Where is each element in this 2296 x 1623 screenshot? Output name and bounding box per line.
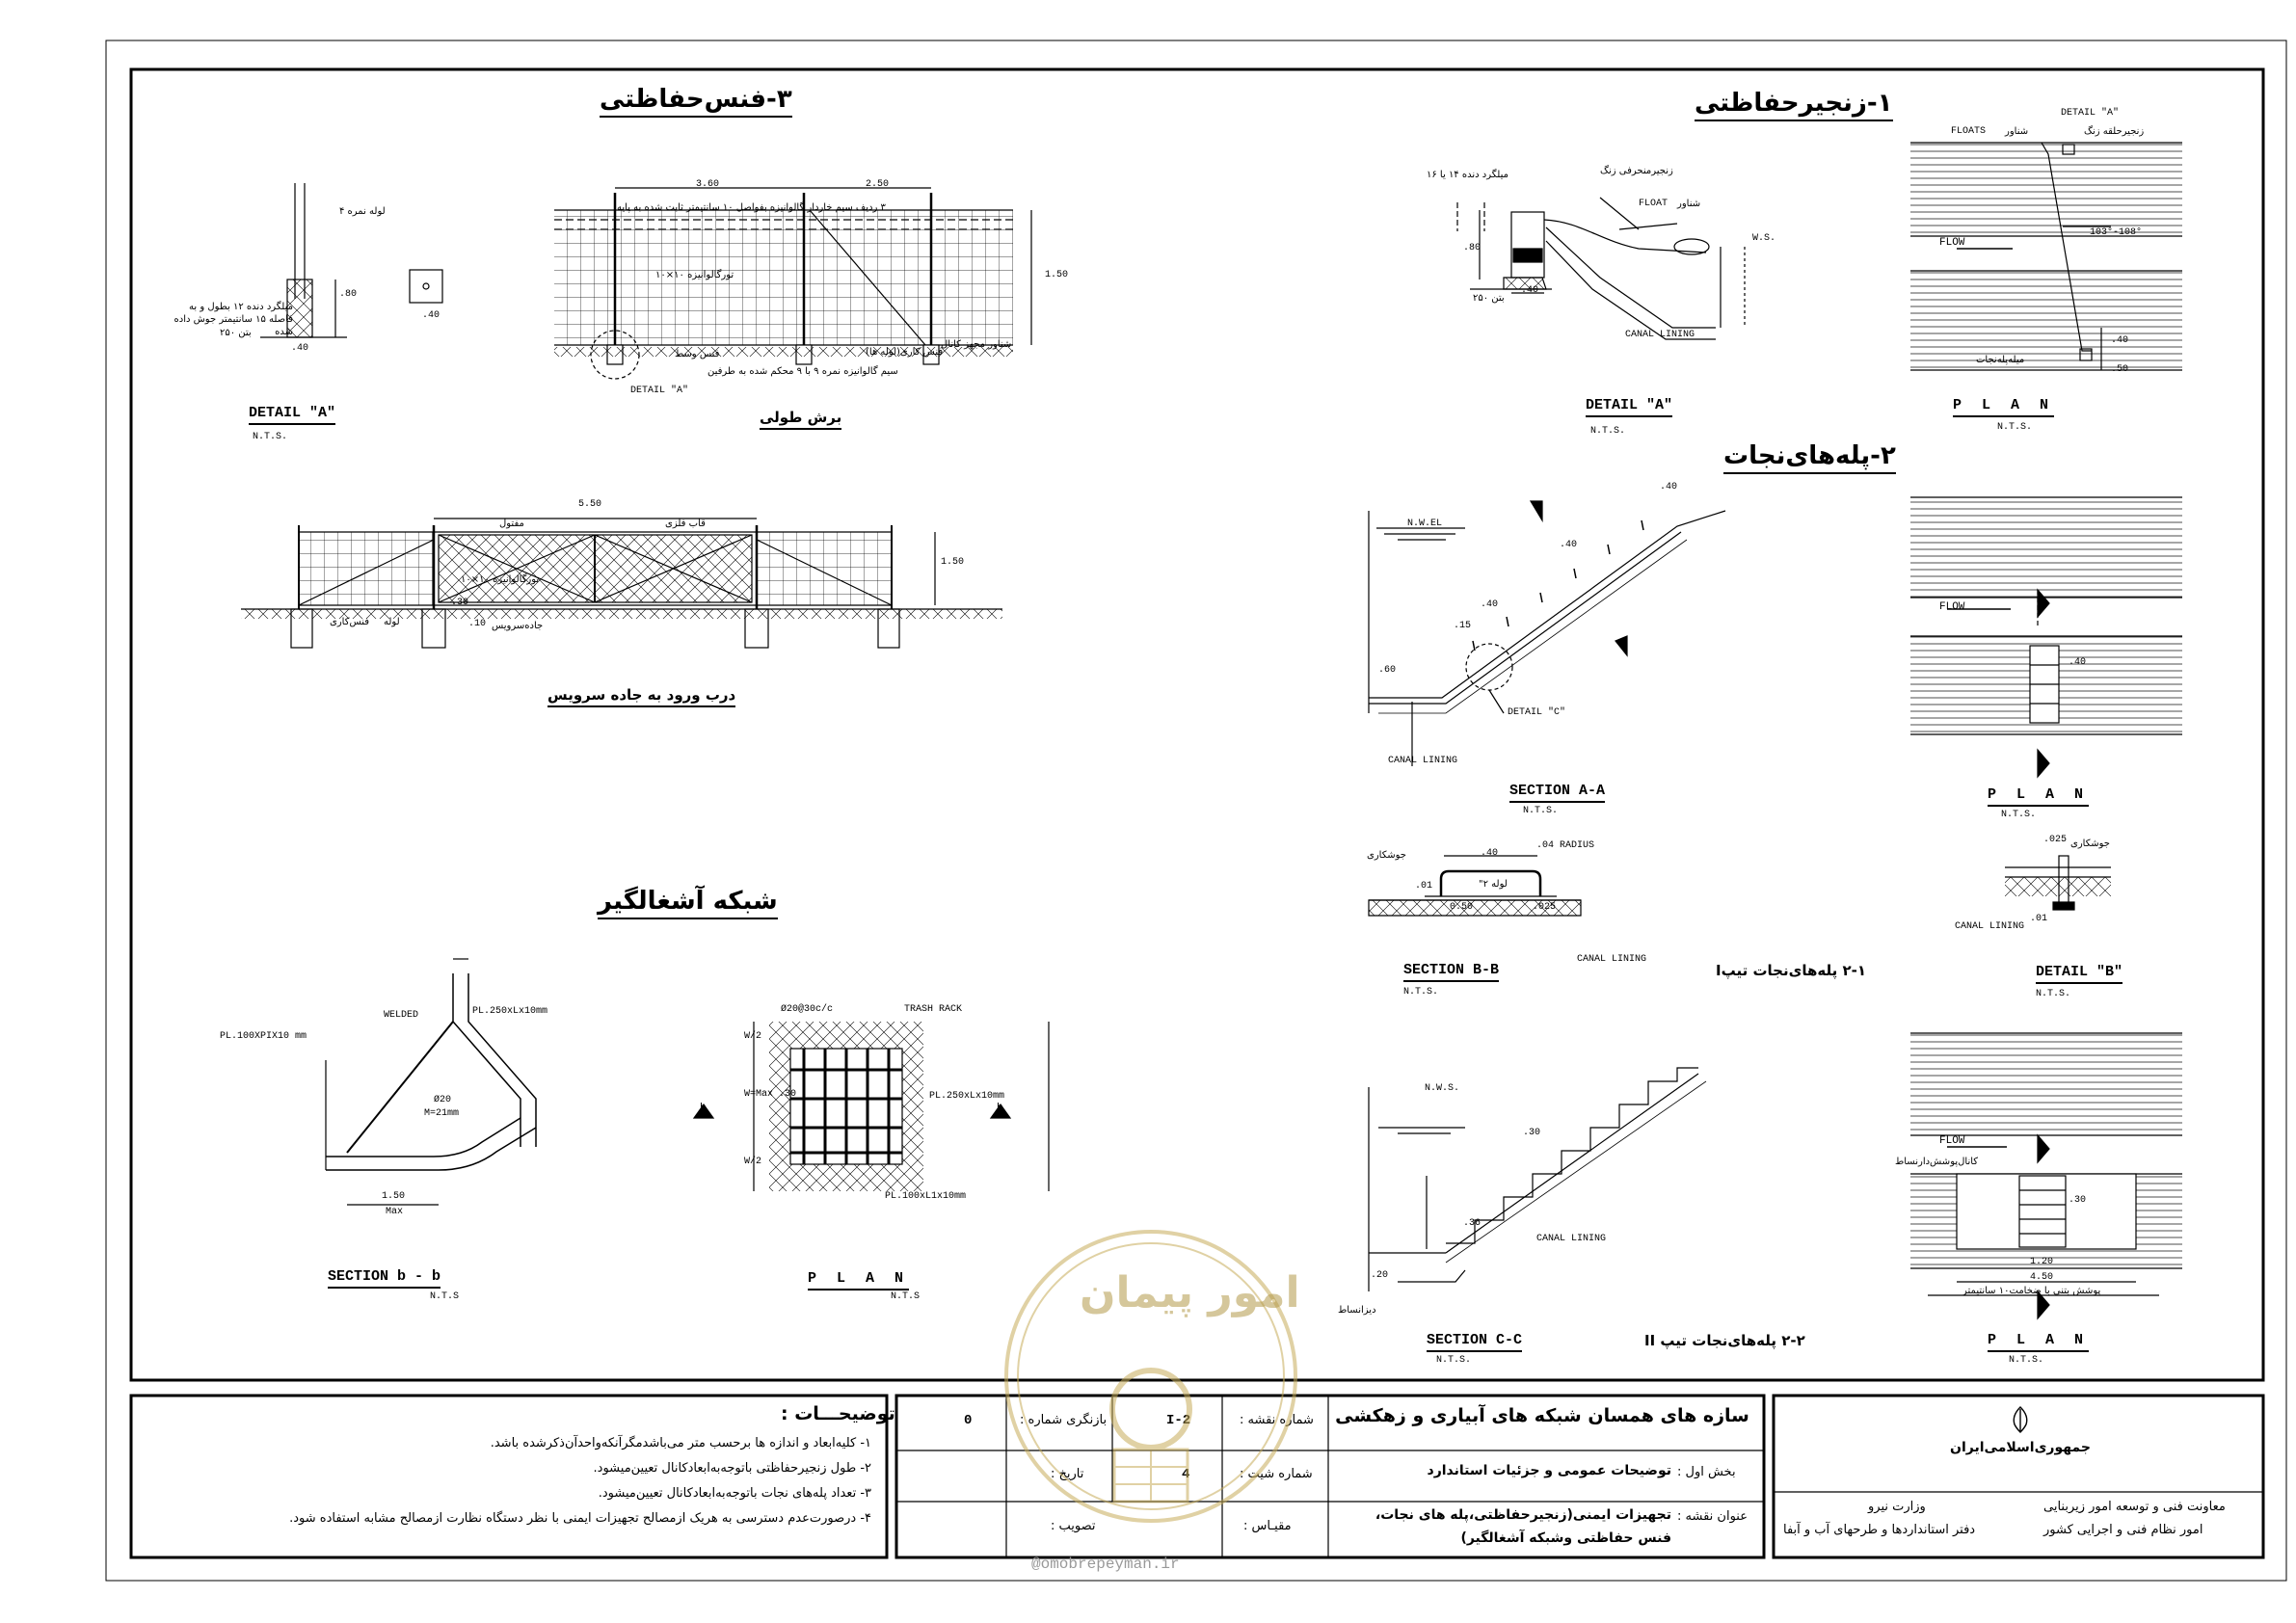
map-number-label: شماره نقشه : bbox=[1240, 1413, 1314, 1427]
scale-label: مقیـاس : bbox=[1243, 1519, 1292, 1533]
sheet-label: شماره شیت : bbox=[1240, 1467, 1313, 1481]
dim-450: 4.50 bbox=[2030, 1272, 2054, 1283]
expansion-joint-label: دیزانساط bbox=[1338, 1305, 1376, 1316]
bar-spacing-label: Ø20@30c/c bbox=[781, 1004, 834, 1015]
office-name: امور نظام فنی و اجرایی کشور bbox=[2043, 1523, 2203, 1537]
dim-040: .40 bbox=[2111, 335, 2129, 346]
dim-015: .15 bbox=[1454, 621, 1472, 631]
subsection-2-2-title: ۲-۲ پله‌های‌نجات تیپ II bbox=[1644, 1332, 1805, 1349]
canal-lining-label: CANAL LINING bbox=[1536, 1234, 1607, 1244]
angle-label: 103°-108° bbox=[2090, 227, 2143, 238]
service-road-label: جاده‌سرویس bbox=[492, 621, 544, 631]
note-item: ۳- تعداد پله‌های نجات باتوجه‌به‌ابعادکانال تعیین‌میشود. bbox=[598, 1486, 871, 1501]
subsection-2-1-title: ۲-۱ پله‌های‌نجات تیپI bbox=[1716, 962, 1866, 979]
trash-plan-label: P L A N bbox=[808, 1270, 909, 1290]
concrete-cover-label: پوشش بتنی با ضخامت۱۰ سانتیمتر bbox=[1962, 1286, 2101, 1296]
chain-detail-a-label: DETAIL "A" bbox=[1586, 397, 1672, 417]
section-cut-b: b bbox=[700, 1103, 707, 1114]
dim-050: 0.50 bbox=[1450, 902, 1474, 913]
canal-lining-label: CANAL LINING bbox=[1955, 921, 2025, 932]
dim-036: .36 bbox=[1463, 1218, 1482, 1229]
sheet-value: 4 bbox=[1182, 1467, 1190, 1482]
drawing-title-line2: فنس حفاظتی وشبکه آشغالگیر) bbox=[1460, 1530, 1671, 1546]
canal-lining-label: CANAL LINING bbox=[1577, 954, 1647, 965]
section-1-title: ۱-زنجیرحفاظتی bbox=[1695, 89, 1893, 121]
middle-fence-label: فنس وسط bbox=[675, 349, 720, 359]
pipe-label: لوله نمره ۴ bbox=[339, 206, 386, 217]
section-cut-b: b bbox=[997, 1103, 1003, 1114]
drawing-title-label: عنوان نقشه : bbox=[1677, 1509, 1748, 1524]
pipe-label: لوله ۲" bbox=[1479, 879, 1508, 890]
welding-label: جوشکاری bbox=[2070, 838, 2110, 849]
welding-label: جوشکاری bbox=[1367, 850, 1406, 861]
emblem-icon bbox=[2007, 1405, 2034, 1434]
concrete-label: بتن ۲۵۰ bbox=[1473, 293, 1505, 304]
width-max-label: W=Max .30 bbox=[744, 1089, 797, 1100]
notes-title: توضیحـــات : bbox=[781, 1403, 895, 1424]
nws-label: N.W.S. bbox=[1425, 1083, 1460, 1094]
dim-01: .01 bbox=[1415, 881, 1433, 891]
water-surface-label: W.S. bbox=[1752, 233, 1776, 244]
section-value: توضیحات عمومی و جزئیات استاندارد bbox=[1427, 1463, 1671, 1478]
dim-050: .50 bbox=[2111, 364, 2129, 375]
dim-030: .30 bbox=[1523, 1128, 1541, 1138]
float-fa-label: شناور bbox=[2005, 126, 2029, 137]
fence-long-section-drawing bbox=[554, 188, 1031, 379]
ladder-bar-label: میله‌پله‌نجات bbox=[1976, 355, 2025, 365]
detail-a-callout: DETAIL "A" bbox=[2061, 108, 2120, 119]
watermark-site: @omobrepeyman.ir bbox=[1031, 1556, 1180, 1573]
wire-rod-label: مفتول bbox=[499, 519, 524, 529]
floats-label: FLOATS bbox=[1951, 126, 1987, 137]
map-number-value: I-2 bbox=[1166, 1413, 1191, 1428]
dim-025: .025 bbox=[2043, 835, 2068, 845]
dim-025: .025 bbox=[1533, 902, 1557, 913]
dim-080: .80 bbox=[339, 289, 358, 300]
gate-label: درب ورود به جاده سرویس bbox=[547, 686, 735, 707]
watermark-brand: امور پیمان bbox=[1080, 1268, 1300, 1317]
bar-label: Ø20 bbox=[434, 1095, 452, 1105]
ladder-plan-2-label: P L A N bbox=[1988, 1332, 2089, 1352]
fence-work-label: فنس کاری(لوله ها) bbox=[866, 347, 944, 358]
ladder-detail-b-drawing bbox=[2005, 856, 2111, 910]
section-label: بخش اول : bbox=[1677, 1465, 1736, 1479]
dim-040: .40 bbox=[1481, 599, 1499, 610]
float-fa-label: شناور bbox=[1677, 199, 1701, 209]
float-canal-label: شناور مجهز کانال bbox=[941, 339, 1012, 350]
trash-rack-label: TRASH RACK bbox=[904, 1004, 963, 1015]
ladder-section-cc-drawing bbox=[1369, 1068, 1706, 1291]
half-width-label: W/2 bbox=[744, 1031, 762, 1042]
flow-label: FLOW bbox=[1939, 1135, 1965, 1147]
canal-cover-label: کانال‌پوشش‌دار‌نساط bbox=[1895, 1157, 1979, 1167]
chain-plan-drawing bbox=[1910, 143, 2182, 370]
dim-550: 5.50 bbox=[578, 499, 602, 510]
nwel-label: N.W.EL bbox=[1407, 519, 1443, 529]
dim-01: .01 bbox=[2030, 914, 2048, 924]
dim-020: .20 bbox=[1371, 1270, 1389, 1281]
approval-label: تصویب : bbox=[1051, 1519, 1096, 1533]
revision-value: 0 bbox=[964, 1413, 973, 1428]
dim-030: .30 bbox=[2069, 1195, 2087, 1206]
section-2-title: ۲-پله‌های‌نجات bbox=[1723, 441, 1896, 474]
chain-plan-label: P L A N bbox=[1953, 397, 2054, 417]
trash-section-bb-label: SECTION b - b bbox=[328, 1268, 441, 1289]
deputy-name: معاونت فنی و توسعه امور زیربنایی bbox=[2043, 1500, 2226, 1514]
nts-label: N.T.S. bbox=[253, 432, 288, 442]
concrete-label: بتن ۲۵۰ bbox=[220, 328, 252, 338]
bar-size-label: M=21mm bbox=[424, 1108, 460, 1119]
nts-label: N.T.S bbox=[891, 1291, 921, 1302]
flow-label: FLOW bbox=[1939, 601, 1965, 613]
pipe-label: لوله bbox=[384, 617, 400, 627]
fence-work-label: فنس‌کاری bbox=[330, 617, 370, 627]
plate-label: PL.100xL1x10mm bbox=[885, 1191, 967, 1202]
nts-label: N.T.S. bbox=[1590, 426, 1626, 437]
nts-label: N.T.S. bbox=[1997, 422, 2033, 433]
nts-label: N.T.S. bbox=[2036, 989, 2071, 999]
dim-120: 1.20 bbox=[2030, 1257, 2054, 1267]
nts-label: N.T.S. bbox=[1523, 806, 1559, 816]
nts-label: N.T.S. bbox=[1436, 1355, 1472, 1366]
section-aa-label: SECTION A-A bbox=[1509, 783, 1605, 803]
date-label: تاریخ : bbox=[1051, 1467, 1084, 1481]
chain-label: زنجیرمنحرفی زنگ bbox=[1600, 166, 1673, 176]
barbed-wire-label: ۳ ردیف سیم خاردار گالوانیزه بفواصل ۱۰ سانتیمتر ثابت شده به پایه bbox=[617, 202, 886, 213]
detail-b-label: DETAIL "B" bbox=[2036, 964, 2122, 984]
dim-040: .40 bbox=[1560, 540, 1578, 550]
welded-label: WELDED bbox=[384, 1010, 419, 1021]
dim-150: 1.50 bbox=[941, 557, 965, 568]
mesh-label: تورگالوانیزه ۱۰×۱۰ bbox=[461, 574, 540, 585]
mesh-label: تورگالوانیزه ۱۰×۱۰ bbox=[655, 270, 734, 280]
trash-rack-title: شبکه آشغالگیر bbox=[598, 887, 778, 919]
long-section-label: برش طولی bbox=[760, 409, 841, 430]
rebar-label: میلگرد دنده ۱۲ بطول و به فاصله ۱۵ سانتیمتر جوش داده شده bbox=[174, 302, 293, 337]
detail-a-callout: DETAIL "A" bbox=[630, 386, 689, 396]
dim-030: .30 bbox=[451, 598, 469, 608]
max-label: Max bbox=[386, 1207, 404, 1217]
notes-frame bbox=[131, 1396, 887, 1557]
canal-lining-label: CANAL LINING bbox=[1625, 330, 1695, 340]
note-item: ۱- کلیه‌ابعاد و اندازه ها برحسب متر می‌باشدمگرآنکه‌واحدآن‌ذکرشده باشد. bbox=[490, 1436, 871, 1450]
ladder-plan-1-drawing bbox=[1910, 497, 2182, 777]
nts-label: N.T.S. bbox=[2009, 1355, 2044, 1366]
float-label: FLOAT bbox=[1639, 199, 1669, 209]
dim-250: 2.50 bbox=[866, 179, 890, 190]
fence-gate-drawing bbox=[241, 519, 1002, 648]
nts-label: N.T.S. bbox=[1403, 987, 1439, 998]
flow-label: FLOW bbox=[1939, 237, 1965, 249]
dim-040: .40 bbox=[291, 343, 309, 354]
canal-lining-label: CANAL LINING bbox=[1388, 756, 1458, 766]
chain-ring-label: زنجیر‌حلقه‌ زنگ bbox=[2084, 126, 2145, 137]
dim-150: 1.50 bbox=[382, 1191, 406, 1202]
dim-150: 1.50 bbox=[1045, 270, 1069, 280]
nts-label: N.T.S bbox=[430, 1291, 460, 1302]
plate-label: PL.250xLx10mm bbox=[929, 1091, 1005, 1102]
section-bb-label: SECTION B-B bbox=[1403, 962, 1499, 982]
dim-040: .40 bbox=[1481, 848, 1499, 859]
detail-c-callout: DETAIL "C" bbox=[1508, 707, 1566, 718]
bureau-name: دفتر استانداردها و طرحهای آب و آبفا bbox=[1783, 1523, 1976, 1537]
dim-040: .40 bbox=[422, 310, 441, 321]
dim-040: .40 bbox=[1521, 285, 1539, 296]
ladder-plan-1-label: P L A N bbox=[1988, 786, 2089, 807]
ladder-section-aa-drawing bbox=[1369, 501, 1725, 766]
dim-040: .40 bbox=[1660, 482, 1678, 492]
plate-label: PL.100XPIX10 mm bbox=[220, 1031, 307, 1042]
radius-label: .04 RADIUS bbox=[1536, 840, 1595, 851]
dim-040: .40 bbox=[2069, 657, 2087, 668]
note-item: ۲- طول زنجیرحفاظتی باتوجه‌به‌ابعادکانال تعیین‌میشود. bbox=[593, 1461, 871, 1476]
project-title: سازه های همسان شبکه های آبیاری و زهکشی bbox=[1335, 1405, 1749, 1426]
dim-360: 3.60 bbox=[696, 179, 720, 190]
chain-detail-a-drawing bbox=[1457, 198, 1745, 339]
wire-label: سیم گالوانیزه نمره ۹ با ۹ محکم شده به طرفین bbox=[707, 366, 898, 377]
note-item: ۴- درصورت‌عدم دسترسی به هریک ازمصالح تجهیزات ایمنی با نظر دستگاه نظارت ازمصالح مشابه استفاده شود. bbox=[289, 1511, 871, 1526]
fence-detail-a-label: DETAIL "A" bbox=[249, 405, 335, 425]
plate-label: PL.250xLx10mm bbox=[472, 1006, 548, 1017]
dim-080: .80 bbox=[1463, 243, 1482, 253]
country-name: جمهوری‌اسلامی‌ایران bbox=[1950, 1440, 2091, 1455]
dim-060: .60 bbox=[1378, 665, 1397, 676]
half-width-label: W/2 bbox=[744, 1157, 762, 1167]
rebar-label: میلگرد دنده ۱۴ یا ۱۶ bbox=[1427, 170, 1508, 180]
metal-frame-label: قاب فلزی bbox=[665, 519, 706, 529]
drawing-title-line1: تجهیزات ایمنی(زنجیرحفاظتی،پله های نجات، bbox=[1375, 1507, 1671, 1523]
section-3-title: ۳-فنس‌حفاظتی bbox=[600, 85, 792, 118]
nts-label: N.T.S. bbox=[2001, 810, 2037, 820]
section-cc-label: SECTION C-C bbox=[1427, 1332, 1522, 1352]
trash-rack-section-drawing bbox=[326, 959, 536, 1205]
ministry-name: وزارت نیرو bbox=[1868, 1500, 1926, 1514]
dim-010: .10 bbox=[468, 619, 487, 629]
revision-label: بازنگری شماره : bbox=[1020, 1413, 1108, 1427]
